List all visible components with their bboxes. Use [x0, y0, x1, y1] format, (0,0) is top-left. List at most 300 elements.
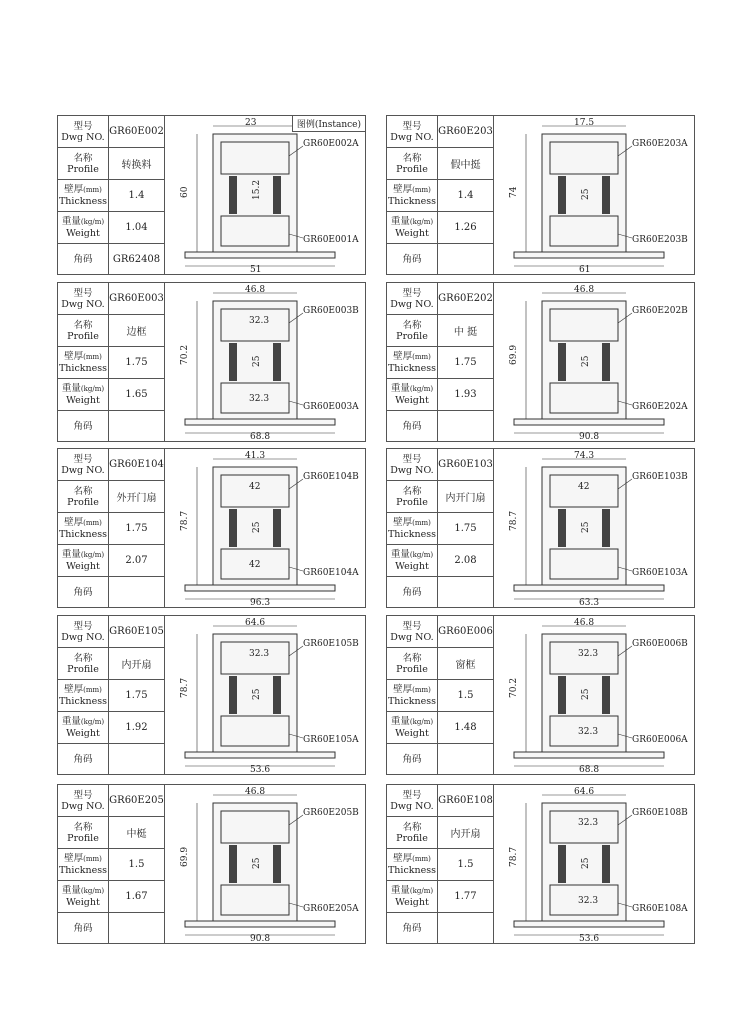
- height-dimension: 74: [509, 186, 519, 198]
- base-flange: [514, 921, 664, 927]
- thickness-row: [58, 180, 164, 212]
- profile-value: 内开扇: [450, 829, 481, 840]
- instance-label: 图例(Instance): [292, 116, 365, 132]
- bottom-dimension: 90.8: [250, 934, 271, 943]
- weight-value: 1.77: [454, 891, 477, 902]
- dwg-row: [387, 785, 493, 817]
- insulation-strip-left: [558, 676, 566, 714]
- profile-label: 名称 Profile: [58, 481, 109, 512]
- weight-row: [58, 379, 164, 411]
- lower-chamber: [550, 549, 618, 579]
- insulation-strip-right: [602, 509, 610, 547]
- spec-table: [387, 283, 494, 441]
- bottom-dimension: 96.3: [250, 598, 271, 607]
- base-flange: [185, 921, 335, 927]
- callout-a: GR60E205A: [303, 904, 359, 914]
- callout-b: GR60E002A: [303, 139, 359, 149]
- top-inner-dimension: 42: [249, 482, 261, 492]
- base-flange: [514, 752, 664, 758]
- profile-label: 名称 Profile: [58, 315, 109, 346]
- dwg-label: 型号 Dwg NO.: [58, 116, 109, 147]
- top-dimension: 46.8: [574, 285, 595, 295]
- code-label: 角码: [58, 577, 109, 607]
- callout-b: GR60E003B: [303, 306, 359, 316]
- thickness-label: 壁厚(mm) Thickness: [58, 347, 109, 378]
- profile-value: 假中挺: [450, 160, 481, 171]
- code-row: [58, 577, 164, 607]
- inner-dimension: 25: [252, 857, 262, 869]
- thickness-value: 1.4: [128, 190, 145, 201]
- weight-value: 1.04: [125, 222, 148, 233]
- code-row: [58, 744, 164, 774]
- code-label: 角码: [387, 744, 438, 774]
- callout-b: GR60E205B: [303, 808, 359, 818]
- top-inner-dimension: 42: [578, 482, 590, 492]
- base-flange: [514, 585, 664, 591]
- insulation-strip-left: [229, 509, 237, 547]
- code-value: [438, 411, 493, 441]
- lower-chamber: [550, 216, 618, 246]
- profile-row: [58, 817, 164, 849]
- weight-label: 重量(kg/m) Weight: [58, 379, 109, 410]
- dwg-value: GR60E002: [109, 126, 164, 137]
- top-dimension: 46.8: [245, 285, 266, 295]
- dwg-label: 型号 Dwg NO.: [387, 283, 438, 314]
- low-inner-dimension: 32.3: [578, 896, 599, 906]
- code-row: [58, 244, 164, 274]
- weight-value: 1.93: [454, 389, 477, 400]
- dwg-row: [58, 283, 164, 315]
- base-flange: [185, 252, 335, 258]
- callout-a: GR60E203B: [632, 235, 688, 245]
- inner-dimension: 15.2: [252, 179, 262, 200]
- weight-label: 重量(kg/m) Weight: [387, 379, 438, 410]
- thickness-value: 1.4: [457, 190, 474, 201]
- thickness-label: 壁厚(mm) Thickness: [58, 680, 109, 711]
- thickness-row: [58, 347, 164, 379]
- cross-section-svg: [494, 116, 694, 274]
- profile-card-GR60E202: [386, 282, 695, 442]
- code-row: [387, 744, 493, 774]
- callout-a: GR60E006A: [632, 735, 688, 745]
- callout-a: GR60E003A: [303, 402, 359, 412]
- low-inner-dimension: 42: [249, 560, 261, 570]
- weight-row: [58, 545, 164, 577]
- profile-label: 名称 Profile: [387, 481, 438, 512]
- insulation-strip-left: [229, 176, 237, 214]
- thickness-value: 1.75: [454, 523, 477, 534]
- height-dimension: 70.2: [509, 677, 519, 698]
- dwg-label: 型号 Dwg NO.: [58, 283, 109, 314]
- thickness-row: [387, 849, 493, 881]
- profile-label: 名称 Profile: [387, 148, 438, 179]
- code-label: 角码: [58, 411, 109, 441]
- callout-a: GR60E105A: [303, 735, 359, 745]
- dwg-value: GR60E103: [438, 459, 493, 470]
- weight-value: 1.48: [454, 722, 477, 733]
- profile-value: 边框: [126, 327, 147, 338]
- top-dimension: 74.3: [574, 451, 595, 461]
- profile-row: [387, 817, 493, 849]
- lower-chamber: [221, 885, 289, 915]
- low-inner-dimension: 32.3: [249, 394, 270, 404]
- top-inner-dimension: 32.3: [578, 818, 599, 828]
- spec-table: [387, 616, 494, 774]
- dwg-row: [58, 116, 164, 148]
- insulation-strip-left: [558, 509, 566, 547]
- top-dimension: 46.8: [245, 787, 266, 797]
- callout-b: GR60E105B: [303, 639, 359, 649]
- cross-section-svg: [165, 449, 365, 607]
- dwg-row: [387, 616, 493, 648]
- code-value: [109, 913, 164, 943]
- base-flange: [514, 252, 664, 258]
- profile-drawing: [494, 616, 694, 774]
- code-label: 角码: [58, 913, 109, 943]
- profile-value: 内开扇: [121, 660, 152, 671]
- insulation-strip-left: [229, 845, 237, 883]
- height-dimension: 78.7: [509, 846, 519, 867]
- code-row: [58, 411, 164, 441]
- weight-value: 1.67: [125, 891, 148, 902]
- dwg-label: 型号 Dwg NO.: [387, 785, 438, 816]
- cross-section-svg: [494, 449, 694, 607]
- callout-a: GR60E108A: [632, 904, 688, 914]
- profile-row: [387, 148, 493, 180]
- weight-value: 1.65: [125, 389, 148, 400]
- thickness-row: [387, 180, 493, 212]
- top-dimension: 41.3: [245, 451, 266, 461]
- cross-section-svg: [165, 116, 365, 274]
- callout-b: GR60E202B: [632, 306, 688, 316]
- callout-a: GR60E103A: [632, 568, 688, 578]
- thickness-row: [58, 849, 164, 881]
- callout-b: GR60E103B: [632, 472, 688, 482]
- weight-row: [58, 881, 164, 913]
- callout-a: GR60E202A: [632, 402, 688, 412]
- profile-value: 中 挺: [453, 327, 478, 338]
- thickness-value: 1.75: [125, 690, 148, 701]
- weight-row: [387, 881, 493, 913]
- profile-row: [58, 315, 164, 347]
- profile-drawing: [494, 785, 694, 943]
- thickness-label: 壁厚(mm) Thickness: [387, 849, 438, 880]
- callout-b: GR60E006B: [632, 639, 688, 649]
- base-flange: [185, 419, 335, 425]
- upper-chamber: [221, 811, 289, 843]
- profile-row: [387, 648, 493, 680]
- dwg-value: GR60E006: [438, 626, 493, 637]
- insulation-strip-right: [273, 845, 281, 883]
- insulation-strip-right: [273, 343, 281, 381]
- bottom-dimension: 53.6: [250, 765, 271, 774]
- profile-label: 名称 Profile: [387, 817, 438, 848]
- profile-label: 名称 Profile: [58, 648, 109, 679]
- profile-card-GR60E103: [386, 448, 695, 608]
- code-value: [438, 744, 493, 774]
- upper-chamber: [550, 309, 618, 341]
- insulation-strip-right: [273, 176, 281, 214]
- callout-a: GR60E001A: [303, 235, 359, 245]
- weight-label: 重量(kg/m) Weight: [387, 712, 438, 743]
- dwg-label: 型号 Dwg NO.: [58, 785, 109, 816]
- dwg-value: GR60E108: [438, 795, 493, 806]
- weight-label: 重量(kg/m) Weight: [387, 881, 438, 912]
- spec-table: [387, 116, 494, 274]
- bottom-dimension: 53.6: [579, 934, 600, 943]
- inner-dimension: 25: [581, 688, 591, 700]
- profile-drawing: [165, 785, 365, 943]
- dwg-label: 型号 Dwg NO.: [387, 116, 438, 147]
- code-value: [109, 577, 164, 607]
- dwg-value: GR60E105: [109, 626, 164, 637]
- thickness-row: [387, 513, 493, 545]
- bottom-dimension: 61: [579, 265, 591, 274]
- profile-label: 名称 Profile: [58, 148, 109, 179]
- spec-table: [58, 785, 165, 943]
- weight-label: 重量(kg/m) Weight: [58, 212, 109, 243]
- thickness-value: 1.5: [128, 859, 145, 870]
- profile-row: [58, 481, 164, 513]
- bottom-dimension: 68.8: [250, 432, 271, 441]
- height-dimension: 78.7: [180, 510, 190, 531]
- spec-table: [387, 449, 494, 607]
- thickness-row: [387, 347, 493, 379]
- code-label: 角码: [58, 244, 109, 274]
- dwg-label: 型号 Dwg NO.: [58, 449, 109, 480]
- bottom-dimension: 90.8: [579, 432, 600, 441]
- code-label: 角码: [387, 913, 438, 943]
- profile-drawing: [165, 116, 365, 274]
- upper-chamber: [221, 142, 289, 174]
- inner-dimension: 25: [252, 355, 262, 367]
- weight-value: 2.07: [125, 555, 148, 566]
- profile-row: [58, 148, 164, 180]
- profile-card-GR60E003: [57, 282, 366, 442]
- profile-card-GR60E108: [386, 784, 695, 944]
- dwg-value: GR60E003: [109, 293, 164, 304]
- inner-dimension: 25: [581, 521, 591, 533]
- top-inner-dimension: 32.3: [249, 649, 270, 659]
- code-row: [58, 913, 164, 943]
- thickness-label: 壁厚(mm) Thickness: [387, 347, 438, 378]
- profile-value: 窗框: [455, 660, 476, 671]
- profile-label: 名称 Profile: [58, 817, 109, 848]
- code-label: 角码: [387, 411, 438, 441]
- insulation-strip-left: [229, 343, 237, 381]
- callout-b: GR60E104B: [303, 472, 359, 482]
- callout-b: GR60E203A: [632, 139, 688, 149]
- profile-card-GR60E105: [57, 615, 366, 775]
- upper-chamber: [550, 142, 618, 174]
- spec-table: [58, 116, 165, 274]
- insulation-strip-right: [602, 176, 610, 214]
- profile-label: 名称 Profile: [387, 315, 438, 346]
- weight-row: [387, 379, 493, 411]
- code-label: 角码: [387, 577, 438, 607]
- dwg-value: GR60E203: [438, 126, 493, 137]
- code-label: 角码: [387, 244, 438, 274]
- top-inner-dimension: 32.3: [578, 649, 599, 659]
- dwg-row: [58, 785, 164, 817]
- thickness-label: 壁厚(mm) Thickness: [58, 849, 109, 880]
- insulation-strip-left: [558, 343, 566, 381]
- inner-dimension: 25: [581, 355, 591, 367]
- base-flange: [185, 752, 335, 758]
- lower-chamber: [221, 216, 289, 246]
- insulation-strip-left: [558, 845, 566, 883]
- profile-label: 名称 Profile: [387, 648, 438, 679]
- spec-table: [58, 449, 165, 607]
- profile-drawing: [494, 449, 694, 607]
- code-row: [387, 913, 493, 943]
- inner-dimension: 25: [252, 688, 262, 700]
- profile-drawing: [165, 616, 365, 774]
- profile-value: 转换料: [121, 160, 152, 171]
- dwg-label: 型号 Dwg NO.: [387, 616, 438, 647]
- profile-value: 外开门扇: [116, 493, 157, 504]
- cross-section-svg: [494, 616, 694, 774]
- inner-dimension: 25: [252, 521, 262, 533]
- profile-drawing: [494, 283, 694, 441]
- profile-drawing: [165, 283, 365, 441]
- profile-card-GR60E203: [386, 115, 695, 275]
- weight-label: 重量(kg/m) Weight: [387, 545, 438, 576]
- profile-card-GR60E205: [57, 784, 366, 944]
- dwg-value: GR60E104: [109, 459, 164, 470]
- code-row: [387, 244, 493, 274]
- top-dimension: 17.5: [574, 118, 595, 128]
- insulation-strip-right: [602, 676, 610, 714]
- top-inner-dimension: 32.3: [249, 316, 270, 326]
- dwg-row: [387, 449, 493, 481]
- dwg-label: 型号 Dwg NO.: [58, 616, 109, 647]
- code-value: [438, 913, 493, 943]
- profile-value: 中梃: [126, 829, 147, 840]
- bottom-dimension: 68.8: [579, 765, 600, 774]
- code-row: [387, 411, 493, 441]
- inner-dimension: 25: [581, 857, 591, 869]
- insulation-strip-right: [602, 845, 610, 883]
- profile-card-GR60E104: [57, 448, 366, 608]
- base-flange: [185, 585, 335, 591]
- bottom-dimension: 63.3: [579, 598, 600, 607]
- insulation-strip-right: [602, 343, 610, 381]
- code-value: [109, 744, 164, 774]
- lower-chamber: [221, 716, 289, 746]
- dwg-row: [387, 283, 493, 315]
- profile-drawing: [494, 116, 694, 274]
- dwg-value: GR60E202: [438, 293, 493, 304]
- height-dimension: 78.7: [509, 510, 519, 531]
- profile-row: [387, 315, 493, 347]
- thickness-value: 1.5: [457, 690, 474, 701]
- thickness-label: 壁厚(mm) Thickness: [387, 680, 438, 711]
- profile-drawing: [165, 449, 365, 607]
- dwg-value: GR60E205: [109, 795, 164, 806]
- base-flange: [514, 419, 664, 425]
- callout-b: GR60E108B: [632, 808, 688, 818]
- callout-a: GR60E104A: [303, 568, 359, 578]
- code-label: 角码: [58, 744, 109, 774]
- lower-chamber: [550, 383, 618, 413]
- height-dimension: 69.9: [509, 344, 519, 365]
- weight-row: [58, 712, 164, 744]
- thickness-value: 1.75: [125, 357, 148, 368]
- thickness-label: 壁厚(mm) Thickness: [58, 180, 109, 211]
- code-value: [438, 577, 493, 607]
- top-dimension: 64.6: [574, 787, 595, 797]
- bottom-dimension: 51: [250, 265, 262, 274]
- top-dimension: 46.8: [574, 618, 595, 628]
- thickness-value: 1.75: [125, 523, 148, 534]
- code-value: [438, 244, 493, 274]
- spec-table: [387, 785, 494, 943]
- spec-table: [58, 616, 165, 774]
- weight-value: 2.08: [454, 555, 477, 566]
- weight-value: 1.26: [454, 222, 477, 233]
- dwg-row: [58, 449, 164, 481]
- weight-value: 1.92: [125, 722, 148, 733]
- profile-card-GR60E006: [386, 615, 695, 775]
- height-dimension: 70.2: [180, 344, 190, 365]
- inner-dimension: 25: [581, 188, 591, 200]
- thickness-label: 壁厚(mm) Thickness: [387, 513, 438, 544]
- height-dimension: 60: [180, 186, 190, 198]
- code-row: [387, 577, 493, 607]
- code-value: GR62408: [112, 253, 161, 265]
- thickness-label: 壁厚(mm) Thickness: [387, 180, 438, 211]
- top-dimension: 23: [245, 118, 257, 128]
- profile-row: [58, 648, 164, 680]
- weight-label: 重量(kg/m) Weight: [58, 881, 109, 912]
- thickness-label: 壁厚(mm) Thickness: [58, 513, 109, 544]
- profile-card-GR60E002: [57, 115, 366, 275]
- code-value: [109, 411, 164, 441]
- profile-row: [387, 481, 493, 513]
- profile-value: 内开门扇: [445, 493, 486, 504]
- weight-row: [58, 212, 164, 244]
- low-inner-dimension: 32.3: [578, 727, 599, 737]
- dwg-label: 型号 Dwg NO.: [387, 449, 438, 480]
- weight-row: [387, 712, 493, 744]
- thickness-row: [58, 680, 164, 712]
- thickness-value: 1.75: [454, 357, 477, 368]
- thickness-value: 1.5: [457, 859, 474, 870]
- cross-section-svg: [165, 283, 365, 441]
- cross-section-svg: [165, 785, 365, 943]
- weight-row: [387, 545, 493, 577]
- weight-label: 重量(kg/m) Weight: [58, 545, 109, 576]
- insulation-strip-left: [229, 676, 237, 714]
- dwg-row: [58, 616, 164, 648]
- height-dimension: 69.9: [180, 846, 190, 867]
- spec-table: [58, 283, 165, 441]
- height-dimension: 78.7: [180, 677, 190, 698]
- dwg-row: [387, 116, 493, 148]
- insulation-strip-right: [273, 509, 281, 547]
- weight-row: [387, 212, 493, 244]
- insulation-strip-left: [558, 176, 566, 214]
- weight-label: 重量(kg/m) Weight: [58, 712, 109, 743]
- thickness-row: [58, 513, 164, 545]
- insulation-strip-right: [273, 676, 281, 714]
- thickness-row: [387, 680, 493, 712]
- cross-section-svg: [165, 616, 365, 774]
- weight-label: 重量(kg/m) Weight: [387, 212, 438, 243]
- cross-section-svg: [494, 785, 694, 943]
- cross-section-svg: [494, 283, 694, 441]
